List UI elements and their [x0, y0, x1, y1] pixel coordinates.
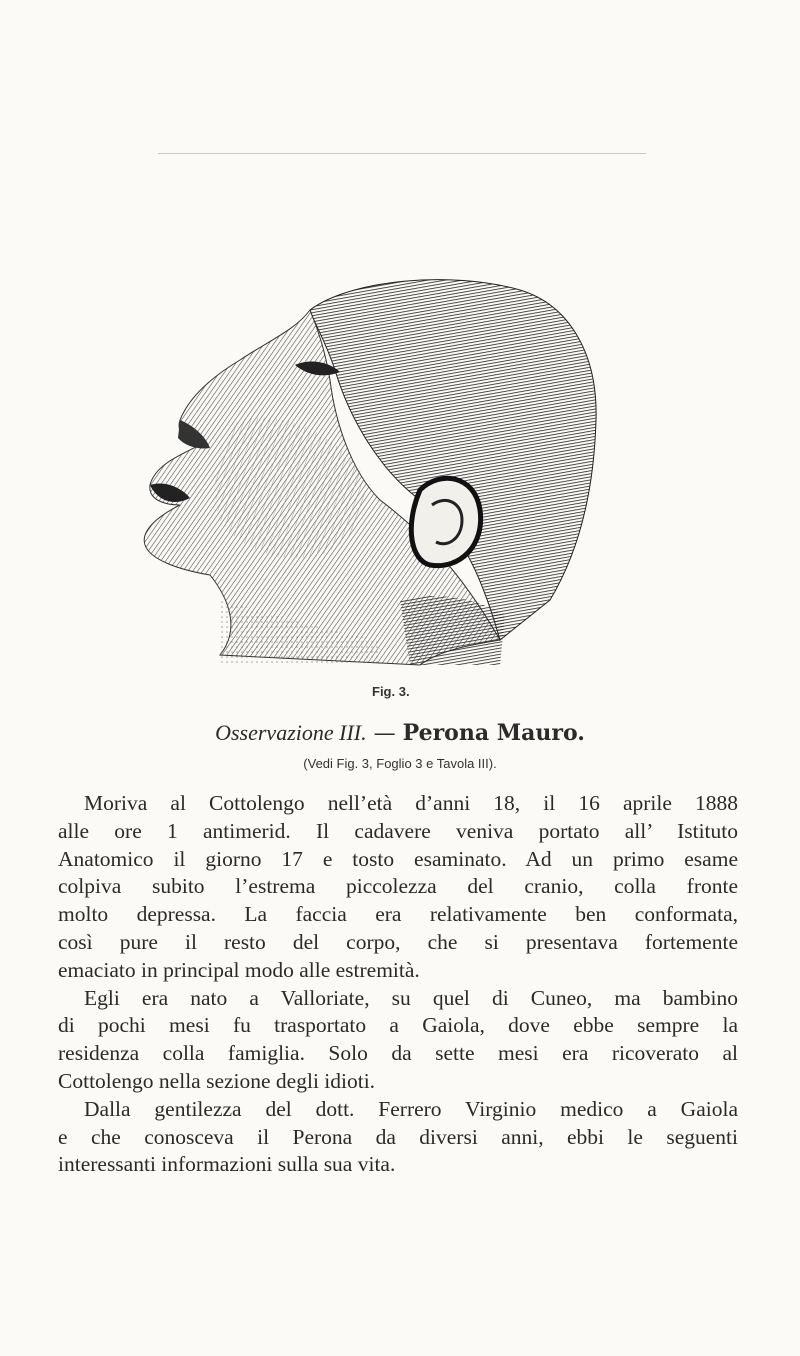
text-line: molto depressa. La faccia era relativamente ben conformata, — [58, 902, 738, 927]
text-line: colpiva subito l’estrema piccolezza del cranio, colla fronte — [58, 874, 738, 899]
text-line: di pochi mesi fu trasportato a Gaiola, dove ebbe sempre la — [58, 1013, 738, 1038]
text-line: residenza colla famiglia. Solo da sette mesi era ricoverato al — [58, 1041, 738, 1066]
observation-title: Osservazione III. — [215, 720, 367, 745]
heading-dash: — — [366, 721, 403, 746]
body-text — [58, 790, 738, 1179]
figure-reference: (Vedi Fig. 3, Foglio 3 e Tavola III). — [303, 756, 497, 771]
header-rule — [158, 153, 646, 154]
figure-label: Fig. 3. — [372, 684, 410, 699]
text-line: emaciato in principal modo alle estremità. — [58, 957, 420, 982]
text-line: interessanti informazioni sulla sua vita. — [58, 1152, 396, 1177]
text-line: alle ore 1 antimerid. Il cadavere veniva portato all’ Istituto — [58, 818, 738, 843]
text-line: Cottolengo nella sezione degli idioti. — [58, 1068, 376, 1093]
paragraph-2 — [58, 985, 738, 1096]
paragraph-1 — [58, 790, 738, 985]
text-line: Dalla gentilezza del dott. Ferrero Virginio medico a Gaiola — [84, 1096, 738, 1121]
text-line: Moriva al Cottolengo nell’età d’anni 18, il 16 aprile 1888 — [84, 791, 738, 815]
text-line: Anatomico il giorno 17 e tosto esaminato. Ad un primo esame — [58, 846, 738, 871]
head-profile-illustration — [120, 270, 620, 690]
section-heading — [0, 720, 800, 746]
ear — [411, 478, 480, 565]
text-line: Egli era nato a Valloriate, su quel di Cuneo, ma bambino — [84, 985, 738, 1010]
text-line: e che conosceva il Perona da diversi anni, ebbi le seguenti — [58, 1124, 738, 1149]
paragraph-3 — [58, 1096, 738, 1179]
patient-name: Perona Mauro. — [402, 720, 585, 746]
text-line: così pure il resto del corpo, che si presentava fortemente — [58, 929, 738, 954]
